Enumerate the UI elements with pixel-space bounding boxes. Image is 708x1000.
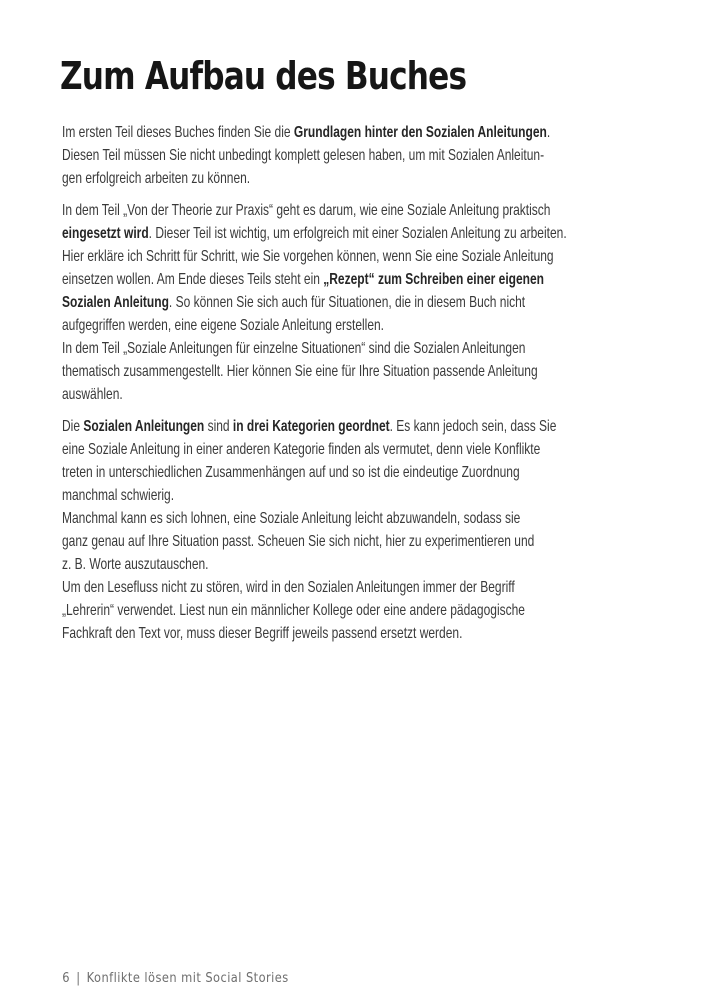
bold-text: in drei Kategorien geordnet <box>232 418 390 435</box>
bold-text: Sozialen Anleitungen <box>83 418 205 435</box>
footer-book-title: Konflikte lösen mit Social Stories <box>86 971 289 986</box>
body-text-run: sind <box>204 418 233 435</box>
body-text-run: z. B. Worte auszutauschen. <box>62 556 209 573</box>
body-text-run: Die <box>62 418 84 435</box>
body-text-run: Manchmal kann es sich lohnen, eine Soziale Anleitung leicht abzuwandeln, sodass sie <box>62 510 521 527</box>
body-text-run: . Es kann jedoch sein, dass Sie <box>389 418 557 435</box>
text-line <box>62 360 655 383</box>
text-line <box>62 121 655 144</box>
bold-text: Sozialen Anleitung <box>62 294 169 311</box>
body-text-run: Um den Lesefluss nicht zu stören, wird in den Sozialen Anleitungen immer der Begriff <box>62 579 515 596</box>
body-text-run: In dem Teil „Soziale Anleitungen für einzelne Situationen“ sind die Sozialen Anleitungen <box>62 340 526 357</box>
text-line <box>62 222 655 245</box>
body-text-run: . So können Sie sich auch für Situationen, die in diesem Buch nicht <box>168 294 526 311</box>
text-line <box>62 530 655 553</box>
text-line <box>62 291 655 314</box>
text-line <box>62 461 655 484</box>
text-line <box>62 245 655 268</box>
body-text-run: manchmal schwierig. <box>62 487 175 504</box>
text-line <box>62 507 655 530</box>
body-text-run: auswählen. <box>62 386 123 403</box>
text-line <box>62 144 655 167</box>
bold-text: eingesetzt wird <box>62 225 149 242</box>
body-text-run: einsetzen wollen. Am Ende dieses Teils steht ein <box>62 271 324 288</box>
text-line <box>62 383 655 406</box>
body-text-run: treten in unterschiedlichen Zusammenhängen auf und so ist die eindeutige Zuordnung <box>62 464 520 481</box>
paragraph <box>62 199 655 406</box>
paragraph <box>62 121 655 190</box>
text-line <box>62 484 655 507</box>
body-text-run: „Lehrerin“ verwendet. Liest nun ein männlicher Kollege oder eine andere pädagogische <box>62 602 525 619</box>
text-line <box>62 622 655 645</box>
text-line <box>62 415 655 438</box>
text-line <box>62 599 655 622</box>
page-heading: Zum Aufbau des Buches <box>60 54 467 98</box>
body-text-run: . <box>546 124 551 141</box>
text-line <box>62 167 655 190</box>
body-text-run: Im ersten Teil dieses Buches finden Sie die <box>62 124 294 141</box>
page-footer <box>46 956 289 1000</box>
body-text-run: ganz genau auf Ihre Situation passt. Scheuen Sie sich nicht, hier zu experimentieren und <box>62 533 535 550</box>
body-text-run: gen erfolgreich arbeiten zu können. <box>62 170 251 187</box>
text-line <box>62 337 655 360</box>
text-line <box>62 576 655 599</box>
body-text-run: Hier erkläre ich Schritt für Schritt, wie Sie vorgehen können, wenn Sie eine Soziale Anleitung <box>62 248 554 265</box>
text-line <box>62 268 655 291</box>
text-line <box>62 553 655 576</box>
body-text-run: Fachkraft den Text vor, muss dieser Begriff jeweils passend ersetzt werden. <box>62 625 463 642</box>
body-text-run: In dem Teil „Von der Theorie zur Praxis“ geht es darum, wie eine Soziale Anleitung praktisch <box>62 202 551 219</box>
body-text-run: Diesen Teil müssen Sie nicht unbedingt komplett gelesen haben, um mit Sozialen Anleitun- <box>62 147 545 164</box>
footer-separator: | <box>76 971 81 986</box>
text-line <box>62 314 655 337</box>
paragraph <box>62 415 655 645</box>
text-line <box>62 199 655 222</box>
body-text-run: aufgegriffen werden, eine eigene Soziale Anleitung erstellen. <box>62 317 385 334</box>
bold-text: Grundlagen hinter den Sozialen Anleitungen <box>293 124 547 141</box>
text-line <box>62 438 655 461</box>
body-text-run: thematisch zusammengestellt. Hier können Sie eine für Ihre Situation passende Anleitung <box>62 363 538 380</box>
footer-page-number: 6 <box>62 971 71 986</box>
body-text-run: . Dieser Teil ist wichtig, um erfolgreich mit einer Sozialen Anleitung zu arbeiten. <box>148 225 567 242</box>
body-text-run: eine Soziale Anleitung in einer anderen Kategorie finden als vermutet, denn viele Konflikte <box>62 441 541 458</box>
body-text <box>62 121 655 645</box>
bold-text: „Rezept“ zum Schreiben einer eigenen <box>323 271 544 288</box>
